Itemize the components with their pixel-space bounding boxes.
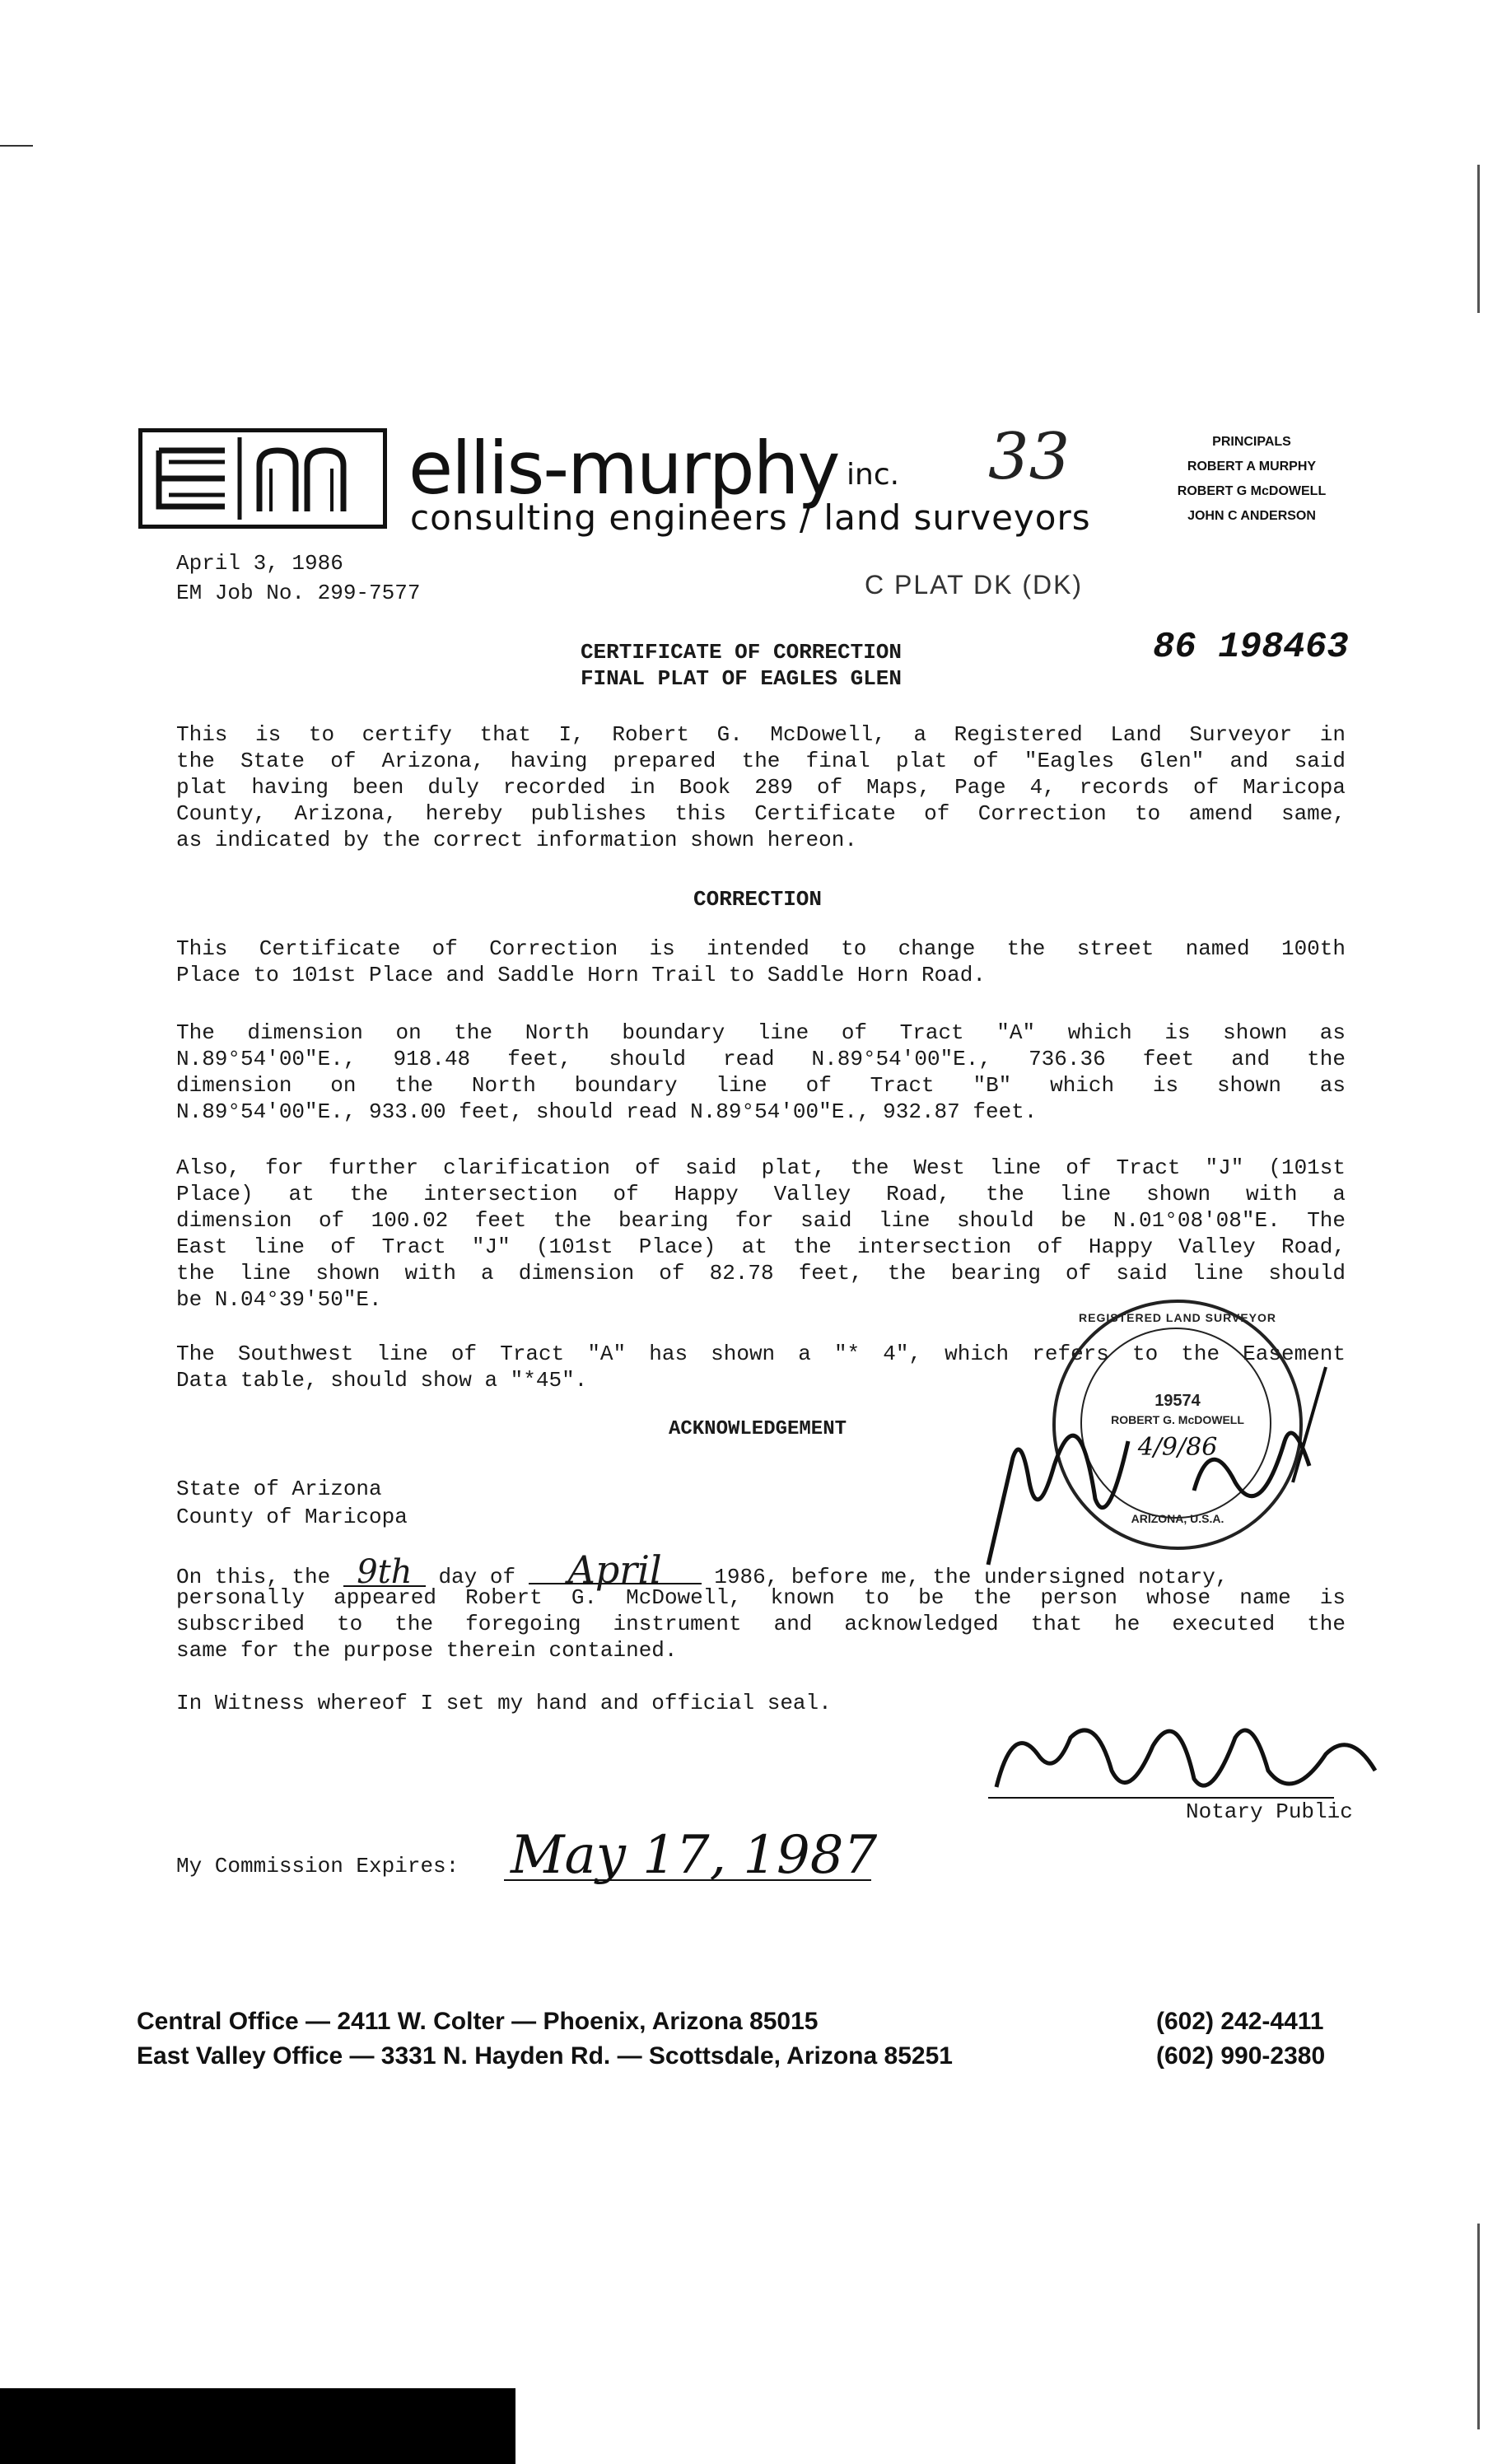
paragraph-line: same for the purpose therein contained.	[176, 1638, 678, 1663]
job-number: EM Job No. 299-7577	[176, 581, 421, 605]
paragraph-line: dimension on the North boundary line of Tract "B" which is shown as	[176, 1073, 1346, 1098]
recording-number: 86 198463	[1153, 627, 1349, 668]
notary-statement	[176, 1584, 1346, 1664]
paragraph-line: This is to certify that I, Robert G. McDowell, a Registered Land Surveyor in	[176, 722, 1346, 747]
paragraph-line: N.89°54'00"E., 918.48 feet, should read N.89°54'00"E., 736.36 feet and the	[176, 1047, 1346, 1071]
paragraph-line: the State of Arizona, having prepared the final plat of "Eagles Glen" and said	[176, 749, 1346, 773]
document-title	[494, 639, 988, 692]
paragraph-line: Place to 101st Place and Saddle Horn Trail to Saddle Horn Road.	[176, 963, 986, 987]
paragraph-line: East line of Tract "J" (101st Place) at the intersection of Happy Valley Road,	[176, 1234, 1346, 1259]
scan-edge-mark	[1477, 165, 1480, 313]
notary-month: April	[529, 1556, 702, 1584]
paragraph-line: the line shown with a dimension of 82.78 feet, the bearing of said line should	[176, 1261, 1346, 1286]
principals-block	[1128, 430, 1375, 529]
paragraph-line: personally appeared Robert G. McDowell, known to be the person whose name is	[176, 1585, 1346, 1610]
scan-edge-mark	[0, 145, 33, 147]
paragraph-line: Also, for further clarification of said plat, the West line of Tract "J" (101st	[176, 1155, 1346, 1180]
notary-signature-icon	[980, 1705, 1392, 1812]
document-date: April 3, 1986	[176, 551, 343, 576]
paragraph-line: The Southwest line of Tract "A" has shown a "* 4", which refers to the Easement	[176, 1342, 1346, 1366]
scan-edge-mark	[1477, 2224, 1480, 2429]
principal-name: ROBERT G McDOWELL	[1177, 484, 1327, 498]
paragraph-line: as indicated by the correct information shown hereon.	[176, 828, 857, 852]
title-line: FINAL PLAT OF EAGLES GLEN	[580, 666, 903, 691]
correction-paragraph-3	[176, 1155, 1346, 1313]
footer-central-office: Central Office — 2411 W. Colter — Phoenix, Arizona 85015	[137, 2008, 819, 2035]
company-tagline: consulting engineers / land surveyors	[410, 497, 1091, 538]
paragraph-line: County, Arizona, hereby publishes this Certificate of Correction to amend same,	[176, 801, 1346, 826]
handwritten-page-mark: 33	[988, 420, 1071, 494]
paragraph-line: plat having been duly recorded in Book 289 of Maps, Page 4, records of Maricopa	[176, 775, 1346, 800]
correction-paragraph-1	[176, 936, 1346, 988]
footer-east-phone: (602) 990-2380	[1156, 2042, 1326, 2070]
correction-heading: CORRECTION	[693, 887, 823, 912]
scan-redaction-bar	[0, 2388, 515, 2464]
seal-state: ARIZONA, U.S.A.	[1131, 1512, 1224, 1525]
seal-date: 4/9/86	[1137, 1433, 1218, 1462]
acknowledgement-heading: ACKNOWLEDGEMENT	[668, 1418, 847, 1440]
paragraph-line: be N.04°39'50"E.	[176, 1287, 382, 1312]
company-name: ellis-murphy	[408, 426, 839, 511]
footer-east-office: East Valley Office — 3331 N. Hayden Rd. — Scottsdale, Arizona 85251	[137, 2042, 953, 2070]
company-inc: inc.	[847, 458, 900, 492]
paragraph-line: N.89°54'00"E., 933.00 feet, should read N.89°54'00"E., 932.87 feet.	[176, 1099, 1038, 1124]
state-line: State of Arizona	[176, 1477, 382, 1501]
commission-label: My Commission Expires:	[176, 1854, 459, 1878]
county-line: County of Maricopa	[176, 1505, 408, 1529]
paragraph-line: The dimension on the North boundary line of Tract "A" which is shown as	[176, 1020, 1346, 1045]
commission-date: May 17, 1987	[511, 1825, 878, 1886]
notary-text: On this, the	[176, 1565, 331, 1589]
seal-name: ROBERT G. McDOWELL	[1111, 1413, 1244, 1426]
notary-day: 9th	[343, 1559, 426, 1587]
notary-text: 1986, before me, the undersigned notary,	[714, 1565, 1229, 1589]
title-line: CERTIFICATE OF CORRECTION	[580, 640, 903, 665]
paragraph-line: This Certificate of Correction is intended to change the street named 100th	[176, 936, 1346, 961]
notary-public-label: Notary Public	[1186, 1799, 1353, 1824]
principal-name: JOHN C ANDERSON	[1187, 509, 1316, 523]
paragraph-line: Data table, should show a "*45".	[176, 1368, 588, 1393]
principals-title: PRINCIPALS	[1212, 435, 1291, 449]
surveyor-signature-icon	[963, 1318, 1375, 1581]
em-logo-icon	[142, 432, 383, 525]
paragraph-line: Place) at the intersection of Happy Valley Road, the line shown with a	[176, 1182, 1346, 1206]
notary-text: day of	[438, 1565, 516, 1589]
plat-stamp: C PLAT DK (DK)	[865, 570, 1084, 600]
principal-name: ROBERT A MURPHY	[1187, 460, 1317, 474]
intro-paragraph	[176, 721, 1346, 853]
commission-line	[504, 1879, 871, 1881]
witness-line: In Witness whereof I set my hand and official seal.	[176, 1691, 832, 1715]
paragraph-line: subscribed to the foregoing instrument and acknowledged that he executed the	[176, 1612, 1346, 1636]
footer-central-phone: (602) 242-4411	[1156, 2008, 1324, 2035]
correction-paragraph-2	[176, 1020, 1346, 1125]
paragraph-line: dimension of 100.02 feet the bearing for said line should be N.01°08'08"E. The	[176, 1208, 1346, 1233]
seal-number: 19574	[1154, 1392, 1201, 1410]
seal-title: REGISTERED LAND SURVEYOR	[1079, 1311, 1276, 1324]
company-logo-mark	[138, 428, 387, 529]
